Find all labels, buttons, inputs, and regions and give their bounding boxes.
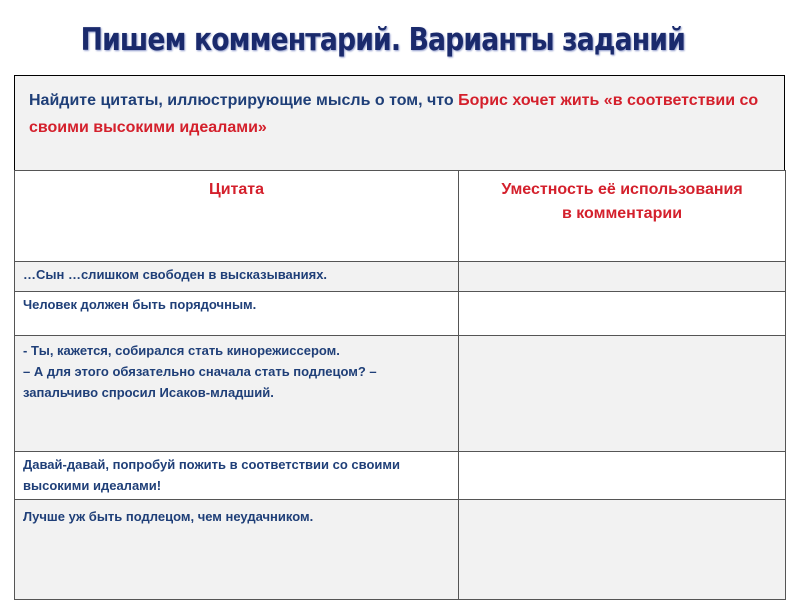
quote-cell: …Сын …слишком свободен в высказываниях. — [15, 262, 459, 292]
table-row — [15, 452, 786, 500]
header-quote: Цитата — [15, 171, 459, 262]
relevance-cell[interactable] — [459, 452, 786, 500]
table-row — [15, 500, 786, 600]
table-row — [15, 262, 786, 292]
quote-cell: Давай-давай, попробуй пожить в соответствии со своими высокими идеалами! — [15, 452, 459, 500]
task-text: Найдите цитаты, иллюстрирующие мысль о том, что — [29, 92, 459, 109]
task-highlight: Борис хочет жить «в соответствии со своими высокими идеалами» — [29, 92, 759, 136]
relevance-cell[interactable] — [459, 292, 786, 336]
table-header-row — [15, 171, 786, 262]
quote-cell: Человек должен быть порядочным. — [15, 292, 459, 336]
table-row — [15, 336, 786, 452]
relevance-cell[interactable] — [459, 262, 786, 292]
quote-cell: Лучше уж быть подлецом, чем неудачником. — [15, 500, 459, 600]
quotes-table — [14, 170, 786, 600]
quote-cell: - Ты, кажется, собирался стать кинорежиссером. – А для этого обязательно сначала стать подлецом? – запальчиво спросил Исаков-младший. — [15, 336, 459, 452]
task-prompt — [14, 75, 785, 171]
slide-title: Пишем комментарий. Варианты заданий — [80, 22, 685, 58]
relevance-cell[interactable] — [459, 336, 786, 452]
relevance-cell[interactable] — [459, 500, 786, 600]
table-row — [15, 292, 786, 336]
header-relevance: Уместность её использования в комментарии — [459, 171, 786, 262]
